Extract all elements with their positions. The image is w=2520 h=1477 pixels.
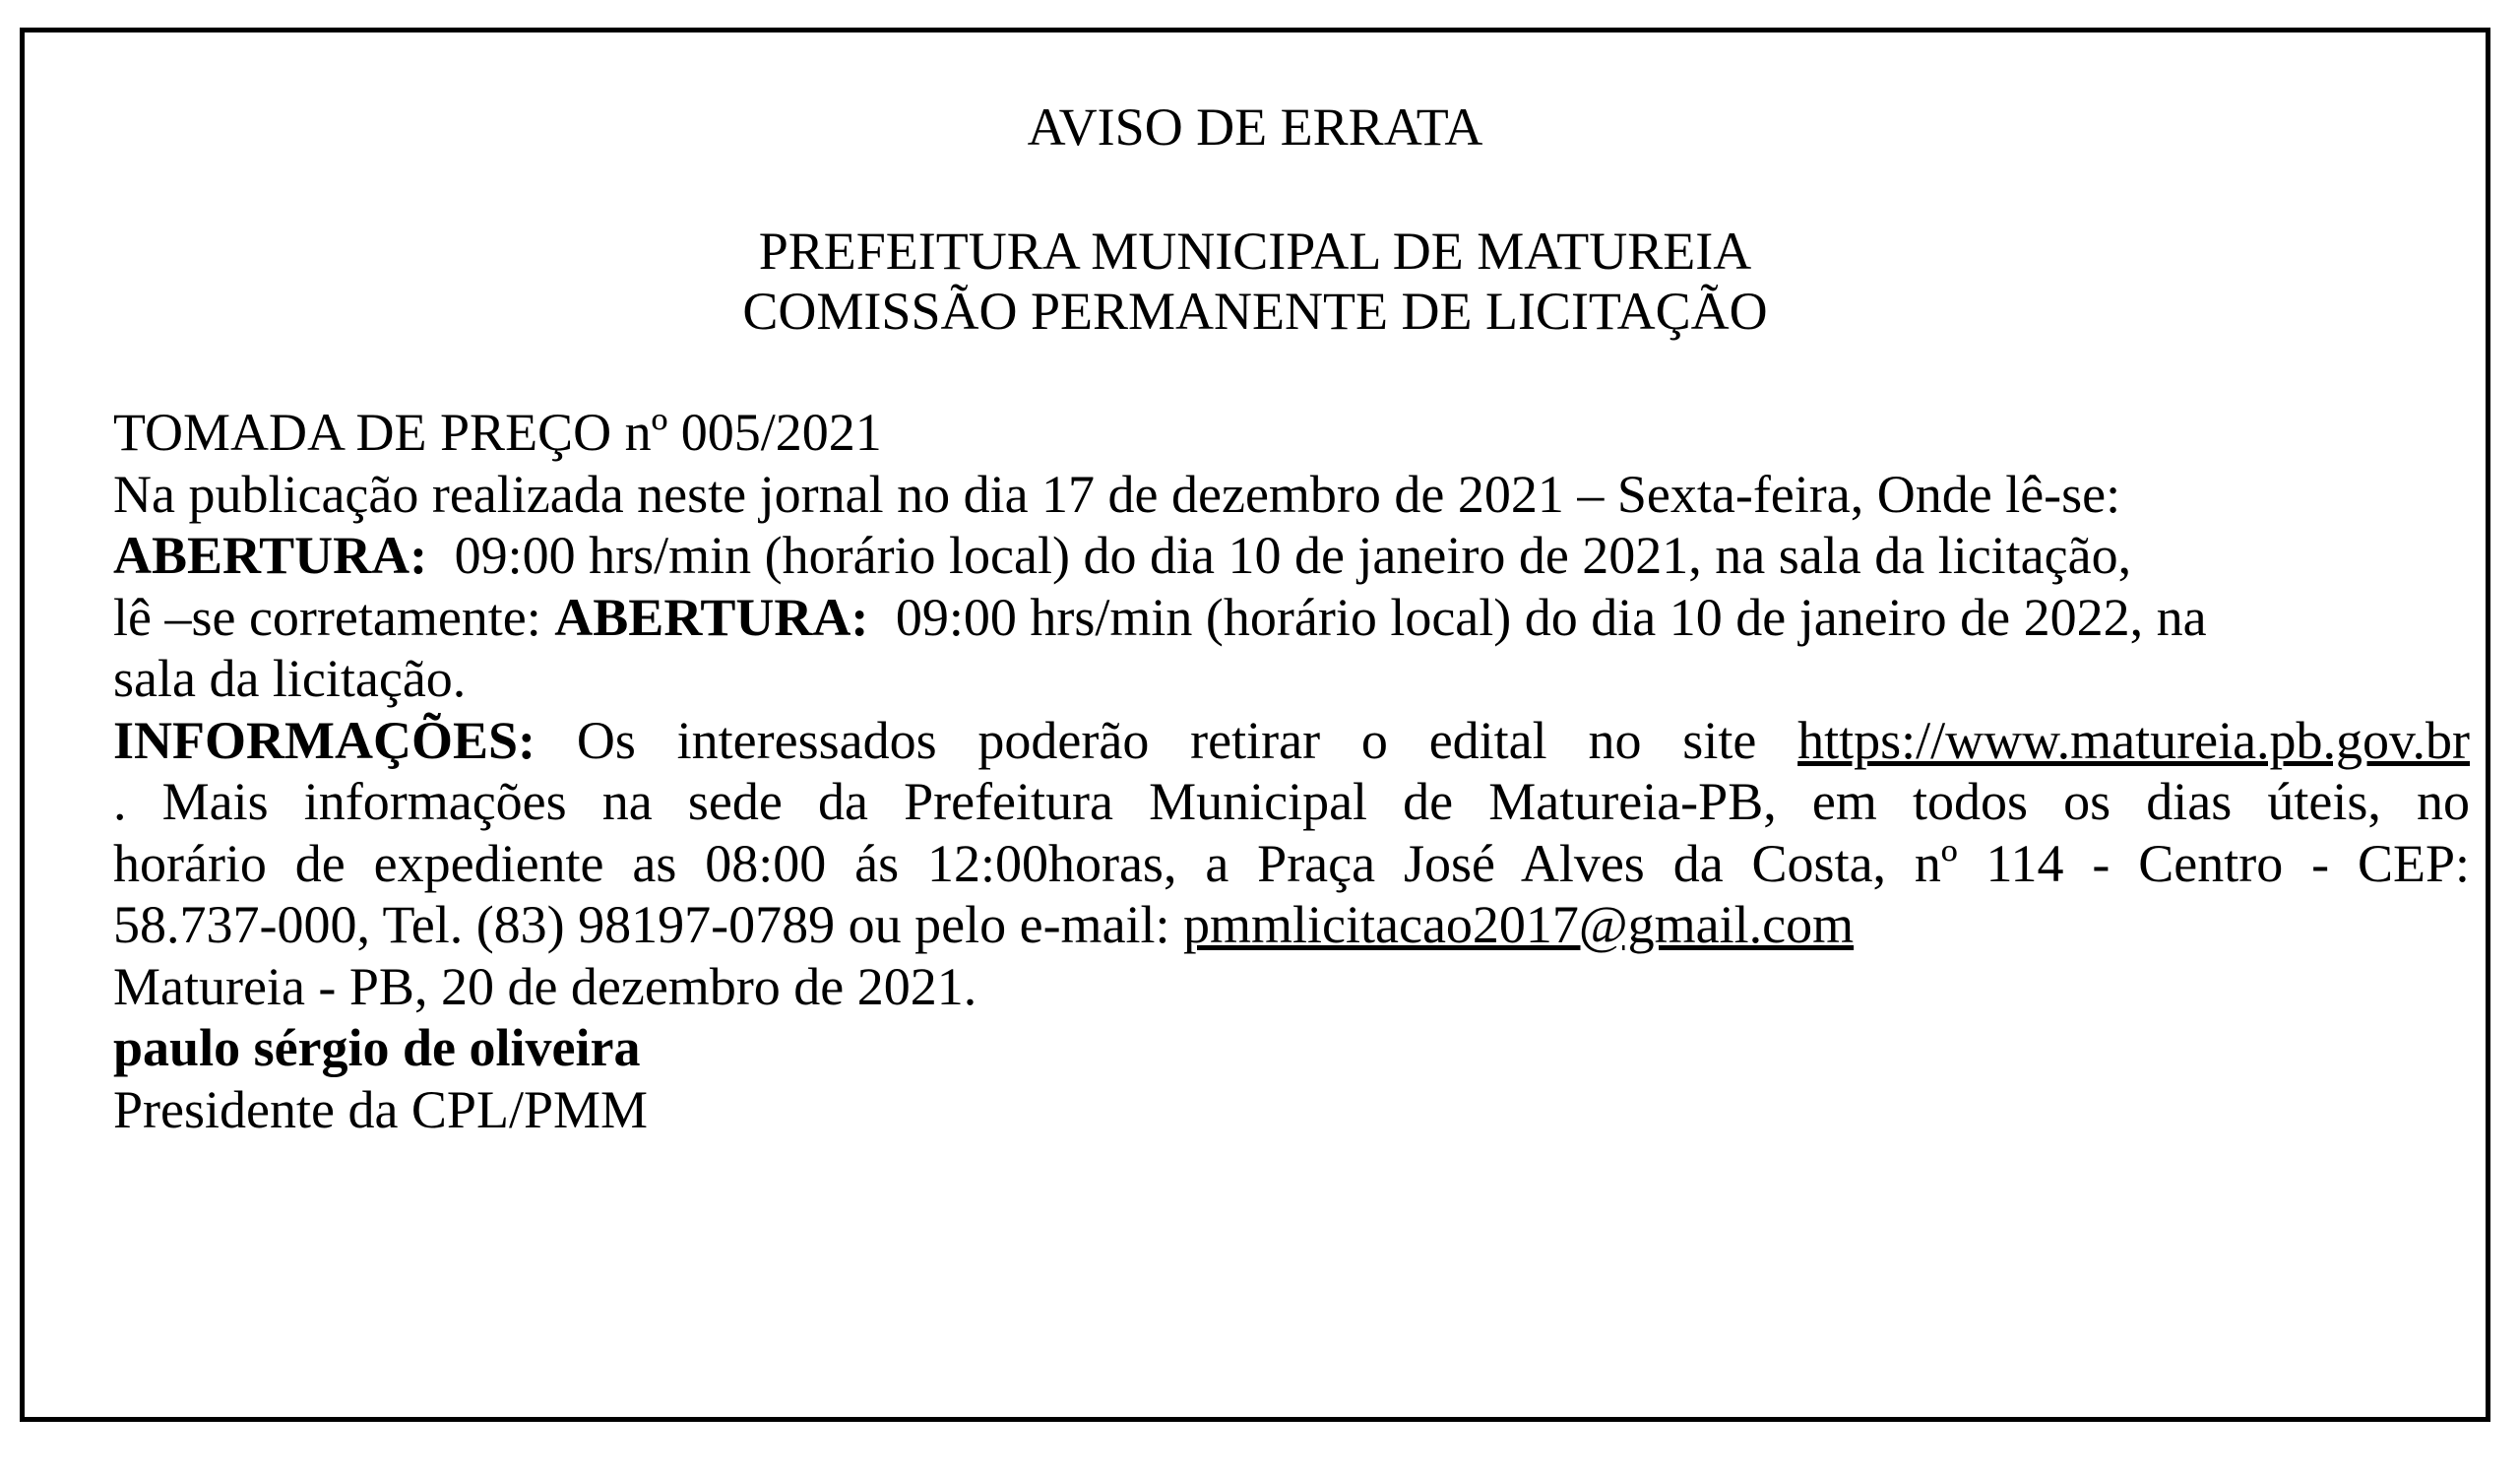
contact-line <box>113 894 2470 956</box>
info-details-line: . Mais informações na sede da Prefeitura Municipal de Matureia-PB, em todos os dias úteis, no <box>113 772 2470 831</box>
publication-reference: Na publicação realizada neste jornal no dia 17 de dezembro de 2021 – Sexta-feira, Onde lê-se: <box>113 464 2121 524</box>
contact-text: 58.737-000, Tel. (83) 98197-0789 ou pelo e-mail: <box>113 895 1170 954</box>
process-number: TOMADA DE PREÇO nº 005/2021 <box>113 403 882 462</box>
wrong-opening-line <box>113 525 2470 587</box>
notice-frame <box>20 28 2490 1422</box>
correct-opening-line <box>113 587 2470 649</box>
info-text: Os interessados poderão retirar o edital no site <box>576 710 1757 770</box>
wrong-opening-label: ABERTURA: <box>113 526 428 585</box>
site-link[interactable]: https://www.matureia.pb.gov.br <box>1797 710 2471 770</box>
place-date: Matureia - PB, 20 de dezembro de 2021. <box>113 956 977 1016</box>
organization-name: PREFEITURA MUNICIPAL DE MATUREIA <box>758 222 1752 281</box>
info-hours-line: horário de expediente as 08:00 ás 12:00horas, a Praça José Alves da Costa, nº 114 - Centro - CEP: <box>113 833 2470 893</box>
commission-name: COMISSÃO PERMANENTE DE LICITAÇÃO <box>742 282 1768 341</box>
notice-title: AVISO DE ERRATA <box>1027 97 1483 157</box>
wrong-opening-text: 09:00 hrs/min (horário local) do dia 10 de janeiro de 2021, na sala da licitação, <box>454 526 2132 585</box>
notice-body <box>113 402 2470 1140</box>
info-label: INFORMAÇÕES: <box>113 710 536 770</box>
signer-name: paulo sérgio de oliveira <box>113 1018 641 1077</box>
correct-opening-label: ABERTURA: <box>554 587 869 647</box>
correct-opening-prefix: lê –se corretamente: <box>113 587 541 647</box>
correct-opening-continuation: sala da licitação. <box>113 649 467 708</box>
correct-opening-text: 09:00 hrs/min (horário local) do dia 10 de janeiro de 2022, na <box>895 587 2207 647</box>
email-link[interactable]: pmmlicitacao2017@gmail.com <box>1183 895 1855 954</box>
signer-role: Presidente da CPL/PMM <box>113 1079 649 1139</box>
info-line <box>113 710 2470 772</box>
